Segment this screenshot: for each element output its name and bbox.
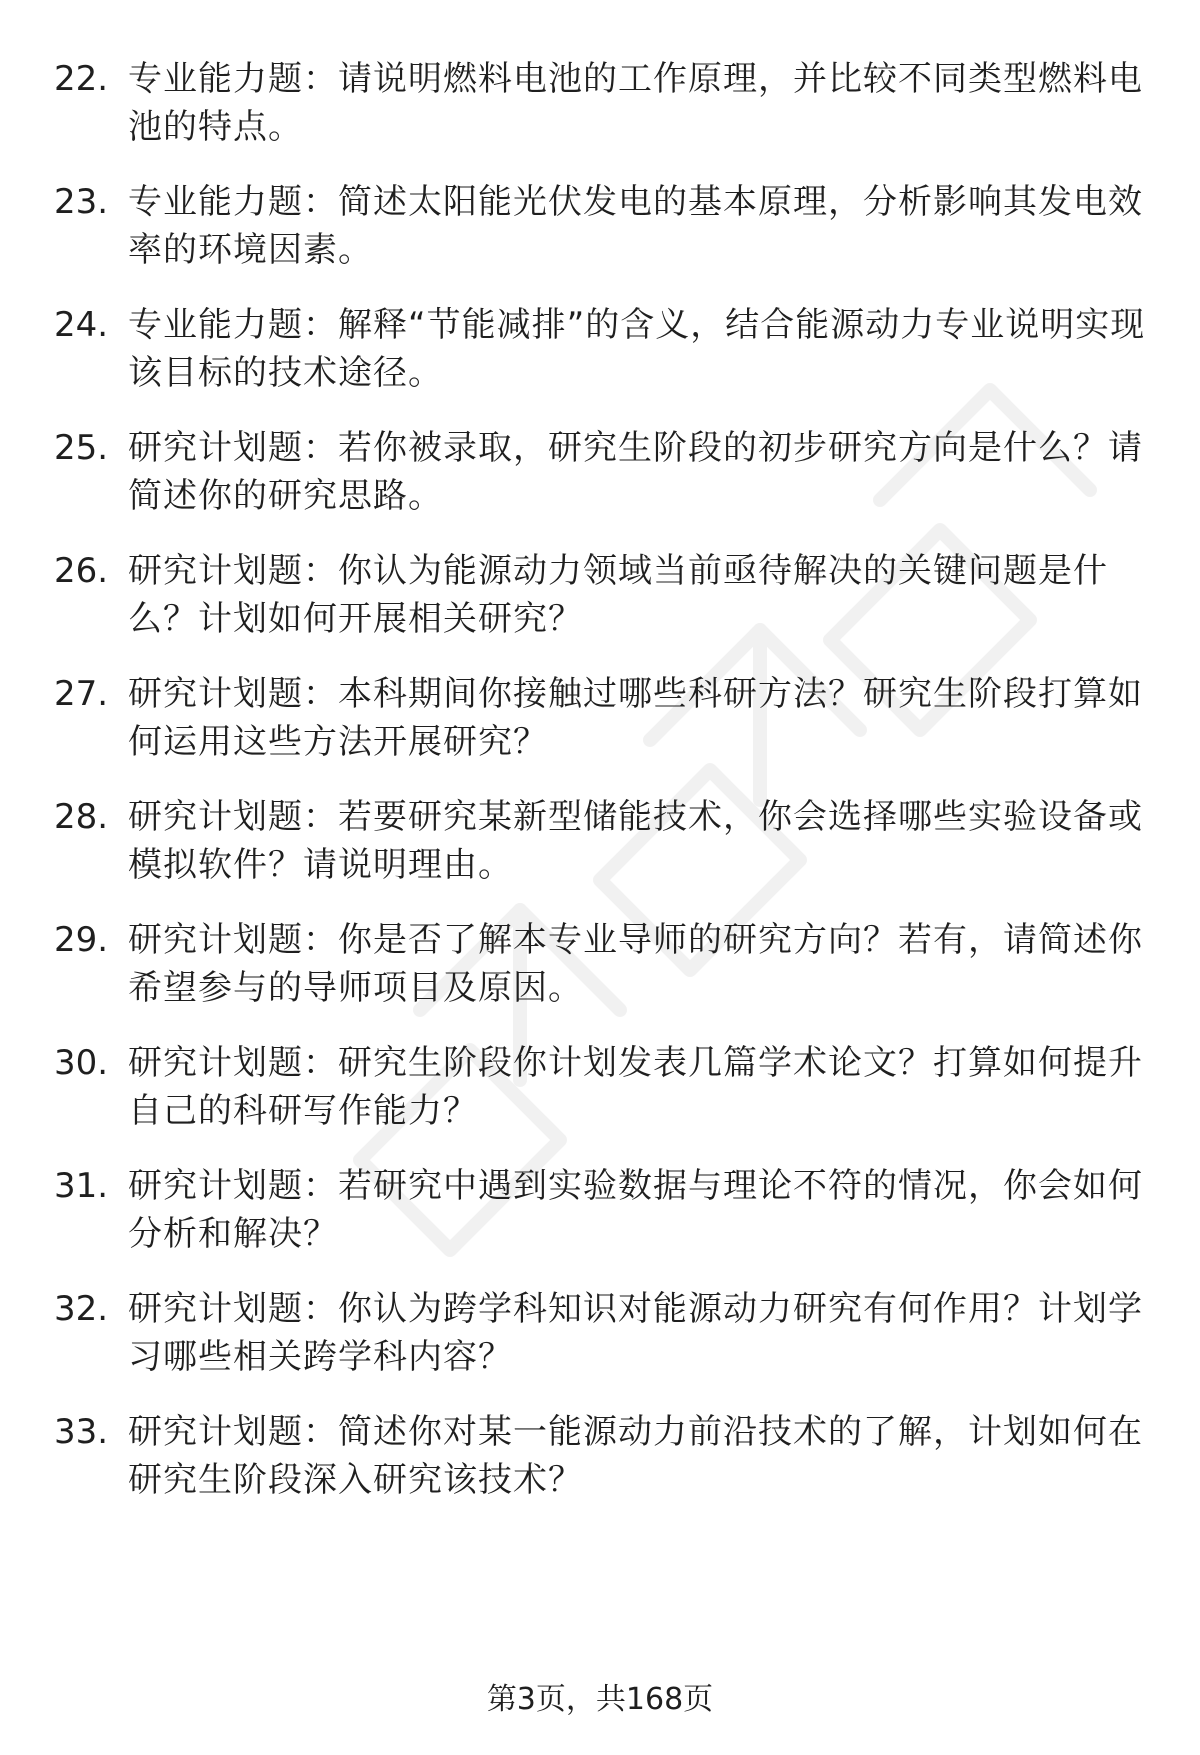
question-number: 25. — [54, 428, 109, 468]
question-item — [54, 301, 1154, 397]
question-number: 22. — [54, 59, 109, 99]
question-text: 研究计划题：简述你对某一能源动力前沿技术的了解，计划如何在研究生阶段深入研究该技术？ — [128, 1412, 1143, 1500]
question-number: 33. — [54, 1412, 109, 1452]
question-number: 28. — [54, 797, 109, 837]
question-text: 研究计划题：若你被录取，研究生阶段的初步研究方向是什么？请简述你的研究思路。 — [128, 428, 1143, 516]
question-item — [54, 178, 1154, 274]
question-list — [54, 55, 1154, 1531]
page-indicator: 第3页，共168页 — [486, 1682, 714, 1717]
question-text: 研究计划题：你认为能源动力领域当前亟待解决的关键问题是什么？计划如何开展相关研究？ — [128, 551, 1108, 639]
question-item — [54, 670, 1154, 766]
question-text: 研究计划题：本科期间你接触过哪些科研方法？研究生阶段打算如何运用这些方法开展研究？ — [128, 674, 1143, 762]
question-text: 研究计划题：若要研究某新型储能技术，你会选择哪些实验设备或模拟软件？请说明理由。 — [128, 797, 1143, 885]
question-item — [54, 1285, 1154, 1381]
question-text: 研究计划题：你认为跨学科知识对能源动力研究有何作用？计划学习哪些相关跨学科内容？ — [128, 1289, 1143, 1377]
question-item — [54, 424, 1154, 520]
question-number: 29. — [54, 920, 109, 960]
question-text: 专业能力题：解释“节能减排”的含义，结合能源动力专业说明实现该目标的技术途径。 — [128, 305, 1146, 393]
question-item — [54, 547, 1154, 643]
question-item — [54, 1162, 1154, 1258]
question-text: 专业能力题：请说明燃料电池的工作原理，并比较不同类型燃料电池的特点。 — [128, 59, 1143, 147]
question-text: 专业能力题：简述太阳能光伏发电的基本原理，分析影响其发电效率的环境因素。 — [128, 182, 1143, 270]
question-item — [54, 1039, 1154, 1135]
question-item — [54, 55, 1154, 151]
question-number: 32. — [54, 1289, 109, 1329]
question-text: 研究计划题：你是否了解本专业导师的研究方向？若有，请简述你希望参与的导师项目及原因。 — [128, 920, 1143, 1008]
question-item — [54, 793, 1154, 889]
question-number: 23. — [54, 182, 109, 222]
question-item — [54, 1408, 1154, 1504]
question-number: 26. — [54, 551, 109, 591]
question-text: 研究计划题：研究生阶段你计划发表几篇学术论文？打算如何提升自己的科研写作能力？ — [128, 1043, 1143, 1131]
question-number: 24. — [54, 305, 109, 345]
question-item — [54, 916, 1154, 1012]
question-number: 30. — [54, 1043, 109, 1083]
question-number: 31. — [54, 1166, 109, 1206]
question-number: 27. — [54, 674, 109, 714]
question-text: 研究计划题：若研究中遇到实验数据与理论不符的情况，你会如何分析和解决？ — [128, 1166, 1143, 1254]
